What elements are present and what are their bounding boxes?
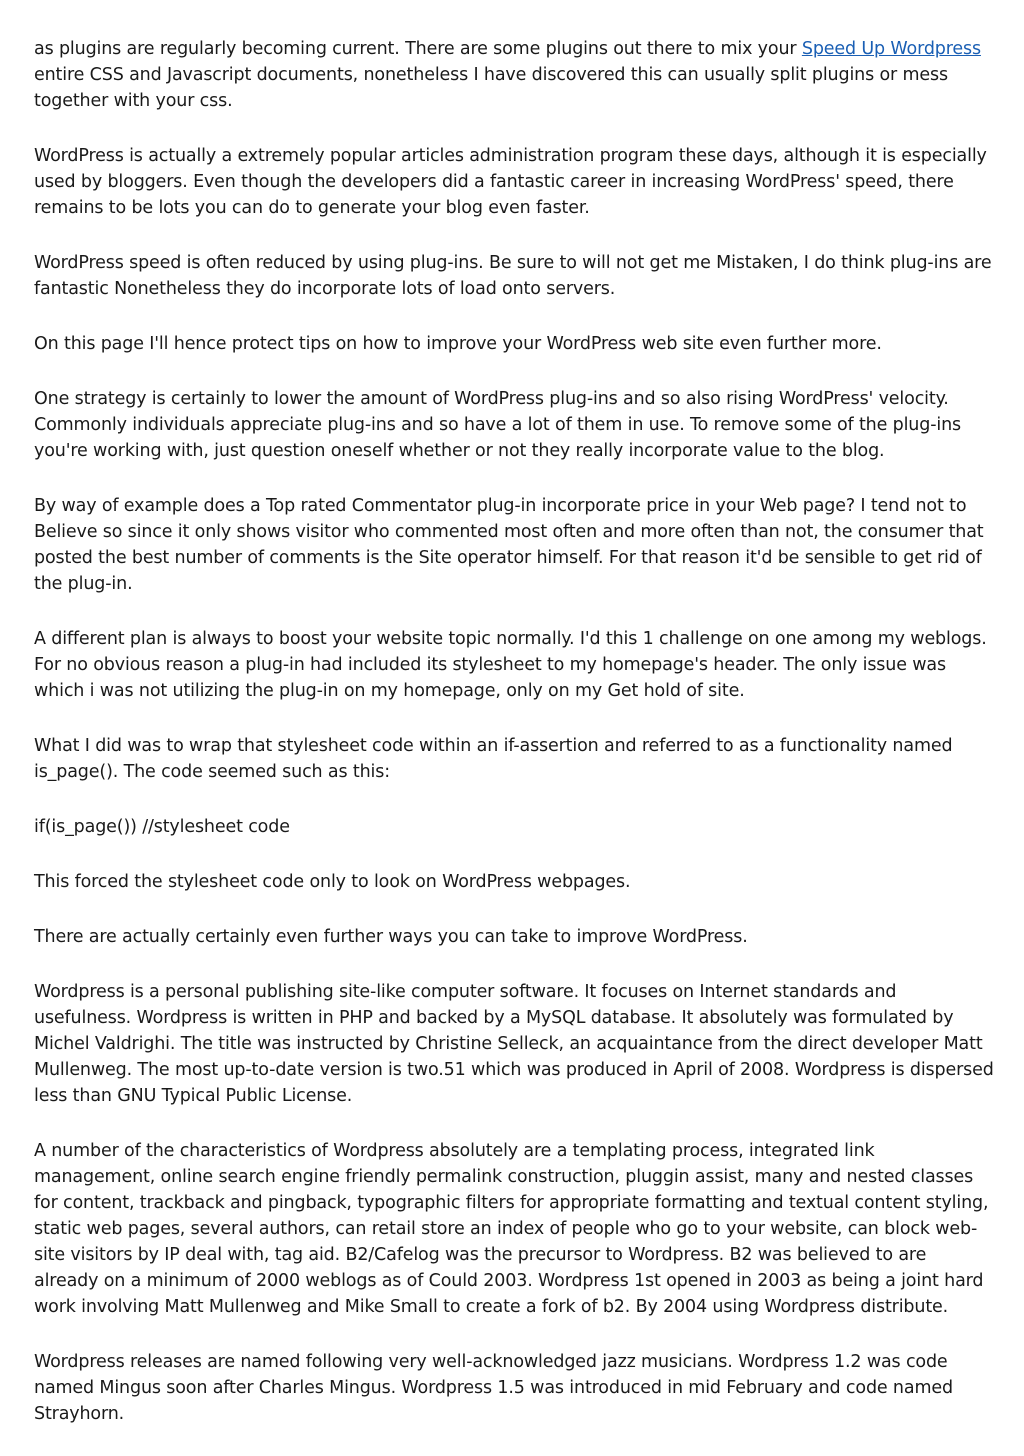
paragraph-12: Wordpress is a personal publishing site-like computer software. It focuses on Internet standards and usefulness. Wordpress is written in PHP and backed by a MySQL database. It absolutely was formulated by Michel Valdrighi. The title was instructed by Christine Selleck, an acquaintance from the direct developer Matt Mullenweg. The most up-to-date version is two.51 which was produced in April of 2008. Wordpress is dispersed less than GNU Typical Public License. xyxy=(34,982,994,1106)
paragraph-13: A number of the characteristics of Wordpress absolutely are a templating process, integrated link management, online search engine friendly permalink construction, pluggin assist, many and nested classes for content, trackback and pingback, typographic filters for appropriate formatting and textual content styling, static web pages, several authors, can retail store an index of people who go to your website, can block web-site visitors by IP deal with, tag aid. B2/Cafelog was the precursor to Wordpress. B2 was believed to are already on a minimum of 2000 weblogs as of Could 2003. Wordpress 1st opened in 2003 as being a joint hard work involving Matt Mullenweg and Mike Small to create a fork of b2. By 2004 using Wordpress distribute. xyxy=(34,1141,989,1317)
code-line: if(is_page()) //stylesheet code xyxy=(34,817,290,837)
paragraph-3: WordPress speed is often reduced by using plug-ins. Be sure to will not get me Mistaken, I do think plug-ins are fantastic Nonetheless they do incorporate lots of load onto servers. xyxy=(34,253,992,299)
paragraph-10: This forced the stylesheet code only to look on WordPress webpages. xyxy=(34,872,631,892)
paragraph-2: WordPress is actually a extremely popular articles administration program these days, although it is especially used by bloggers. Even though the developers did a fantastic career in increasing WordPress' speed, there remains to be lots you can do to generate your blog even faster. xyxy=(34,146,987,218)
paragraph-4: On this page I'll hence protect tips on how to improve your WordPress web site even further more. xyxy=(34,334,882,354)
paragraph-11: There are actually certainly even further ways you can take to improve WordPress. xyxy=(34,927,748,947)
paragraph-14: Wordpress releases are named following very well-acknowledged jazz musicians. Wordpress 1.2 was code named Mingus soon after Charles Mingus. Wordpress 1.5 was introduced in mid February and code named Strayhorn. xyxy=(34,1352,953,1424)
paragraph-1-text-end: entire CSS and Javascript documents, nonetheless I have discovered this can usually split plugins or mess together with your css. xyxy=(34,65,948,111)
paragraph-6: By way of example does a Top rated Commentator plug-in incorporate price in your Web page? I tend not to Believe so since it only shows visitor who commented most often and more often than not, the consumer that posted the best number of comments is the Site operator himself. For that reason it'd be sensible to get rid of the plug-in. xyxy=(34,496,984,594)
paragraph-5: One strategy is certainly to lower the amount of WordPress plug-ins and so also rising WordPress' velocity. Commonly individuals appreciate plug-ins and so have a lot of them in use. To remove some of the plug-ins you're working with, just question oneself whether or not they really incorporate value to the blog. xyxy=(34,389,961,461)
document-body xyxy=(34,36,994,1456)
paragraph-7: A different plan is always to boost your website topic normally. I'd this 1 challenge on one among my weblogs. For no obvious reason a plug-in had included its stylesheet to my homepage's header. The only issue was which i was not utilizing the plug-in on my homepage, only on my Get hold of site. xyxy=(34,629,987,701)
paragraph-8: What I did was to wrap that stylesheet code within an if-assertion and referred to as a functionality named is_page(). The code seemed such as this: xyxy=(34,736,953,782)
speed-up-wordpress-link[interactable]: Speed Up Wordpress xyxy=(801,39,981,59)
paragraph-1-text-start: as plugins are regularly becoming current. There are some plugins out there to mix your xyxy=(34,39,802,59)
paragraph-1 xyxy=(34,36,994,114)
